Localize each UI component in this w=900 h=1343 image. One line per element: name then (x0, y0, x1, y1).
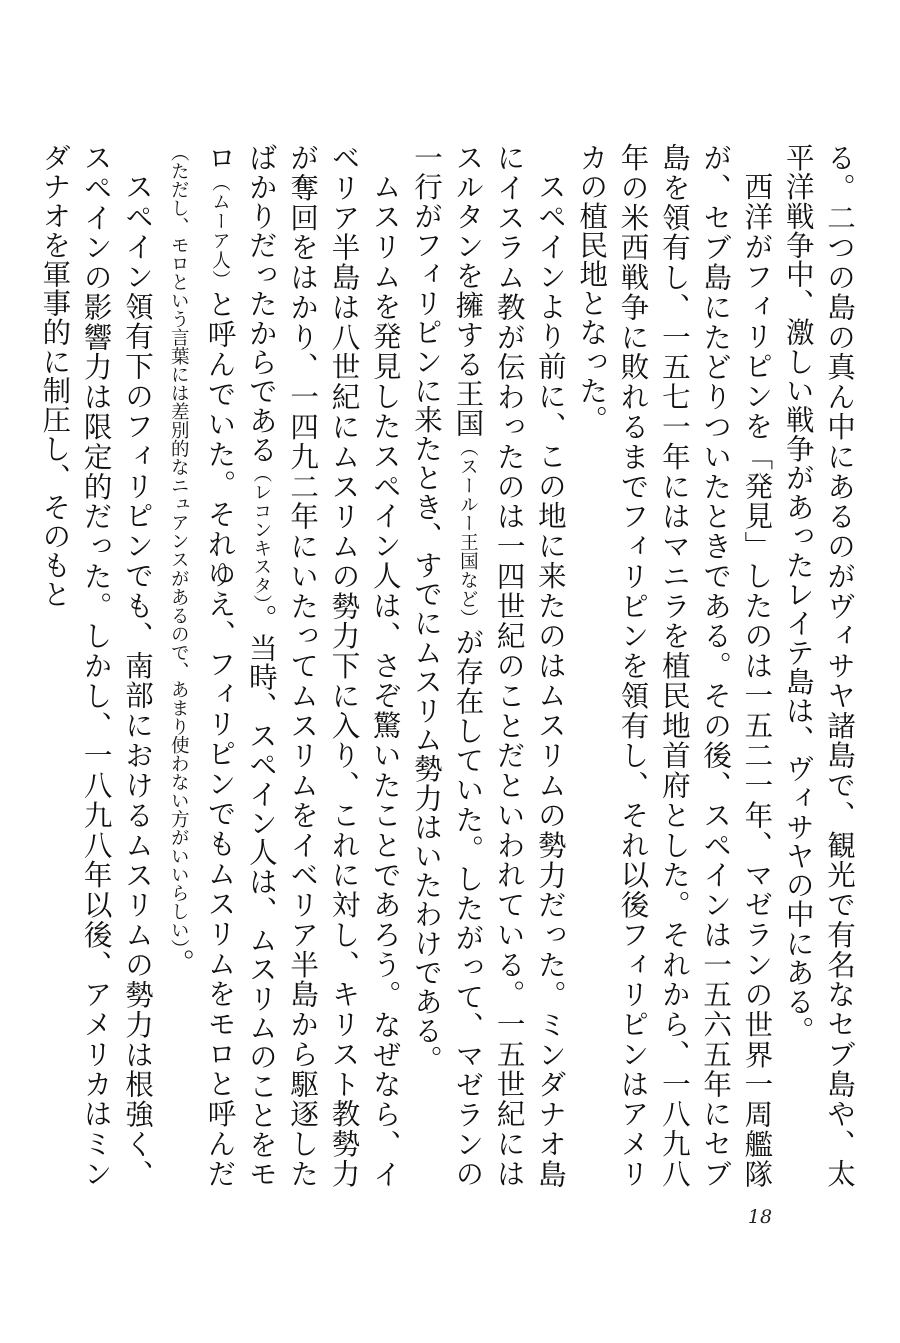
text-run: 。 (162, 948, 196, 978)
inline-note: （ただし、モロという言葉には差別的なニュアンスがあるので、あまり使わない方がいいらしい） (168, 143, 190, 949)
paragraph (571, 143, 777, 1188)
text-run: スペイン領有下のフィリピンでも、南部におけるムスリムの勢力は根強く、スペインの影響力は限定的だった。しかし、一八九八年以後、アメリカはミンダナオを軍事的に制圧し、そのもと (38, 143, 154, 1188)
paragraph (158, 143, 406, 1188)
inline-note: （スールー王国など） (457, 438, 479, 628)
body-text (38, 143, 860, 1189)
text-run: 。当時、スペイン人は、ムスリムのことをモロ (203, 143, 278, 1189)
inline-note: （ムーア人） (209, 172, 231, 290)
page-number: 18 (747, 1206, 773, 1228)
paragraph (777, 143, 860, 1188)
paragraph (406, 143, 571, 1188)
paragraph (34, 143, 158, 1188)
inline-note: （レコンキスタ） (250, 464, 272, 605)
text-run: が存在していた。したがって、マゼランの一行がフィリピンに来たとき、すでにムスリム勢力はいたわけである。 (410, 143, 485, 1189)
text-run: る。二つの島の真ん中にあるのがヴィサヤ諸島で、観光で有名なセブ島や、太平洋戦争中、激しい戦争があったレイテ島は、ヴィサヤの中にある。 (781, 143, 856, 1188)
text-run: と呼んでいた。それゆえ、フィリピンでもムスリムをモロと呼んだ (203, 289, 237, 1188)
text-run: スペインより前に、この地に来たのはムスリムの勢力だった。ミンダナオ島にイスラム教が伝わったのは一四世紀のことだといわれている。一五世紀にはスルタンを擁する王国 (451, 143, 567, 1188)
text-run: ムスリムを発見したスペイン人は、さぞ驚いたことであろう。なぜなら、イベリア半島は八世紀にムスリムの勢力下に入り、これに対し、キリスト教勢力が奪回をはかり、一四九二年にいたってムスリムをイベリア半島から駆逐したばかりだったからである (244, 143, 402, 1188)
text-run: 西洋がフィリピンを「発見」したのは一五二一年、マゼランの世界一周艦隊が、セブ島にたどりついたときである。その後、スペインは一五六五年にセブ島を領有し、一五七一年にはマニラを植民地首府とした。それから、一八九八年の米西戦争に敗れるまでフィリピンを領有し、それ以後フィリピンはアメリカの植民地となった。 (575, 143, 774, 1188)
